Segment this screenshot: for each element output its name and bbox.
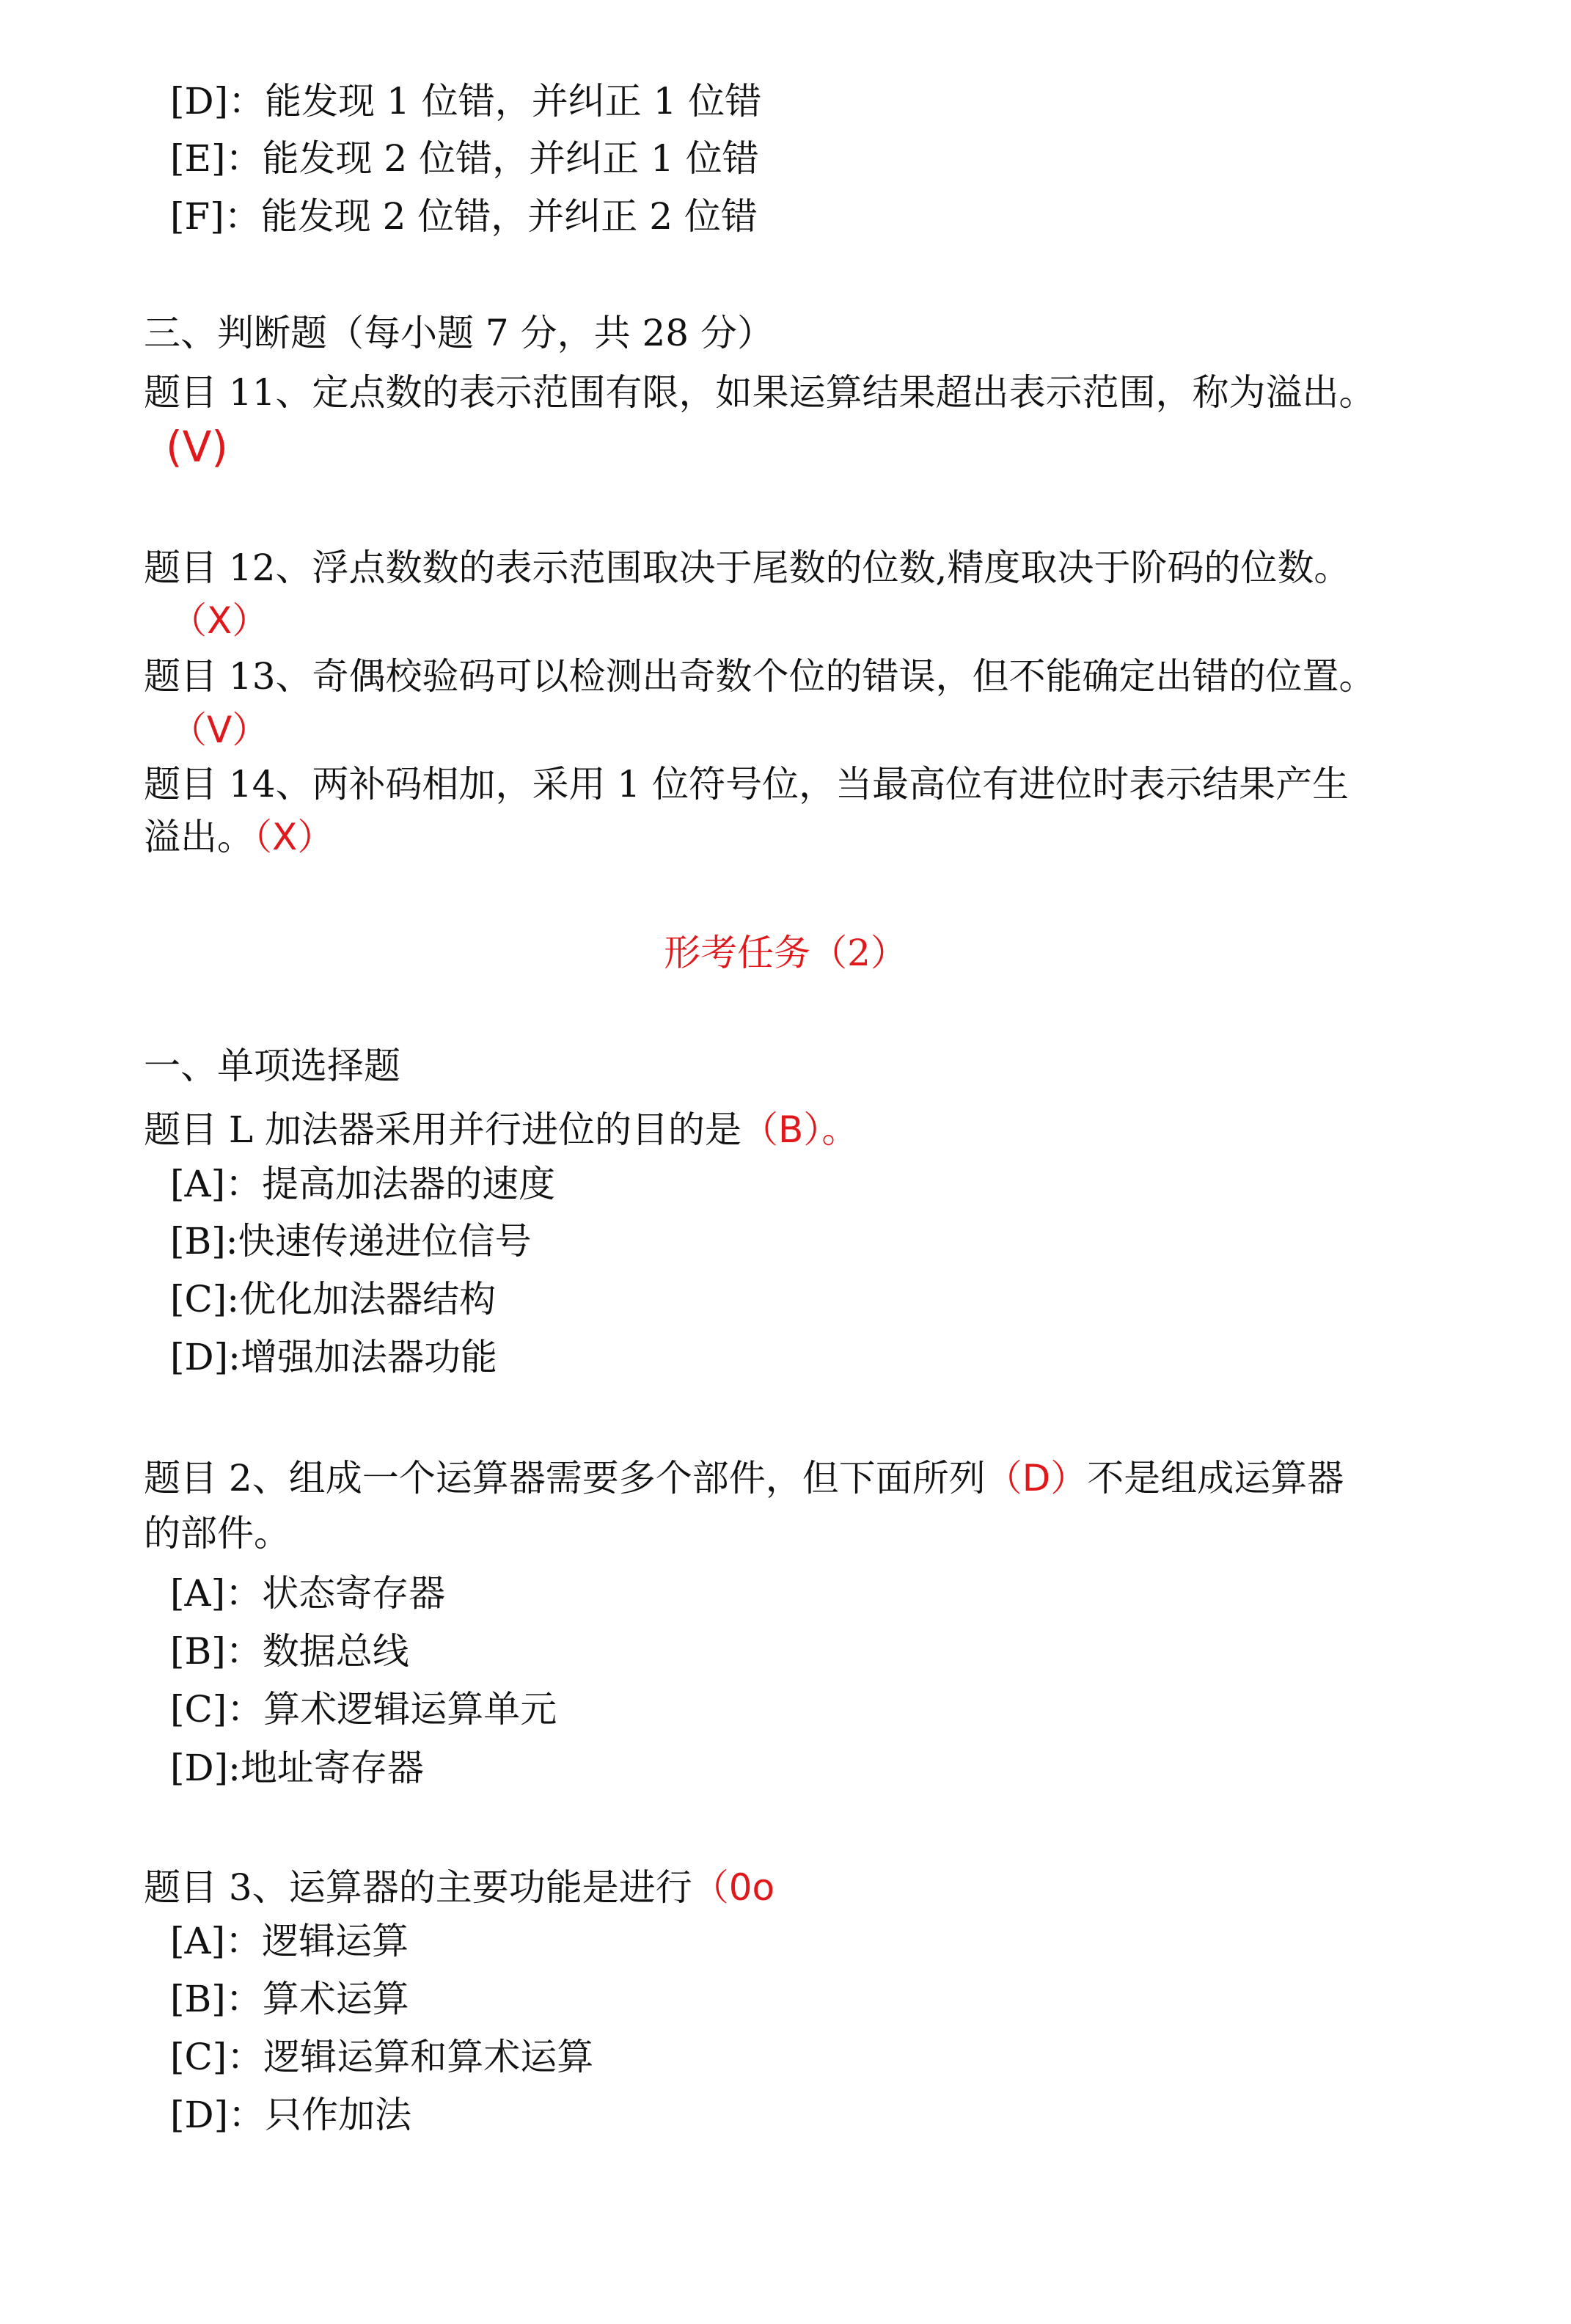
answer-12: （X） <box>170 599 269 642</box>
q1-option-b: [B]:快速传递进位信号 <box>170 1220 532 1263</box>
answer-3: （0o <box>692 1866 775 1909</box>
answer-2: （D） <box>985 1457 1088 1499</box>
q3-option-c: [C]：逻辑运算和算术运算 <box>170 2036 594 2078</box>
q2-option-c: [C]：算术逻辑运算单元 <box>170 1688 557 1731</box>
question-13: 题目 13、奇偶校验码可以检测出奇数个位的错误，但不能确定出错的位置。 <box>144 655 1376 698</box>
q1-option-d: [D]:增强加法器功能 <box>170 1336 497 1378</box>
q3-option-b: [B]：算术运算 <box>170 1978 409 2020</box>
question-14-line1: 题目 14、两补码相加，采用 1 位符号位，当最高位有进位时表示结果产生 <box>144 763 1350 805</box>
question-1 <box>144 1104 858 1155</box>
question-14-line2 <box>144 811 334 863</box>
question-11: 题目 11、定点数的表示范围有限，如果运算结果超出表示范围，称为溢出。 <box>144 371 1376 414</box>
q2-option-d: [D]:地址寄存器 <box>170 1747 424 1789</box>
answer-14: （X） <box>254 816 334 858</box>
answer-1: （B） <box>741 1108 822 1151</box>
q2-option-b: [B]：数据总线 <box>170 1630 409 1673</box>
q1-option-c: [C]:优化加法器结构 <box>170 1278 497 1320</box>
answer-13: （V） <box>170 709 269 751</box>
section-heading-true-false: 三、判断题（每小题 7 分，共 28 分） <box>144 312 774 354</box>
question-3 <box>144 1862 774 1913</box>
question-1-end: 。 <box>821 1108 859 1151</box>
option-e: [E]：能发现 2 位错，并纠正 1 位错 <box>170 137 759 180</box>
q3-option-a: [A]：逻辑运算 <box>170 1920 409 1962</box>
question-14-text: 溢出。 <box>144 816 254 858</box>
q2-option-a: [A]：状态寄存器 <box>170 1572 446 1615</box>
question-2-line1 <box>144 1452 1344 1504</box>
question-1-text: 题目 L 加法器采用并行进位的目的是 <box>144 1108 741 1151</box>
q1-option-a: [A]：提高加法器的速度 <box>170 1163 556 1205</box>
question-2-text-after: 不是组成运算器 <box>1087 1457 1344 1499</box>
question-2-line2: 的部件。 <box>144 1512 290 1554</box>
option-f: [F]：能发现 2 位错，并纠正 2 位错 <box>170 195 758 238</box>
question-12: 题目 12、浮点数数的表示范围取决于尾数的位数,精度取决于阶码的位数。 <box>144 547 1351 589</box>
option-d: [D]：能发现 1 位错，并纠正 1 位错 <box>170 80 762 123</box>
task-title: 形考任务（2） <box>664 932 907 974</box>
question-3-text: 题目 3、运算器的主要功能是进行 <box>144 1866 692 1909</box>
section-heading-single-choice: 一、单项选择题 <box>144 1045 400 1087</box>
q3-option-d: [D]：只作加法 <box>170 2094 412 2136</box>
answer-11: (V) <box>166 422 228 472</box>
question-2-text: 题目 2、组成一个运算器需要多个部件，但下面所列 <box>144 1457 986 1499</box>
